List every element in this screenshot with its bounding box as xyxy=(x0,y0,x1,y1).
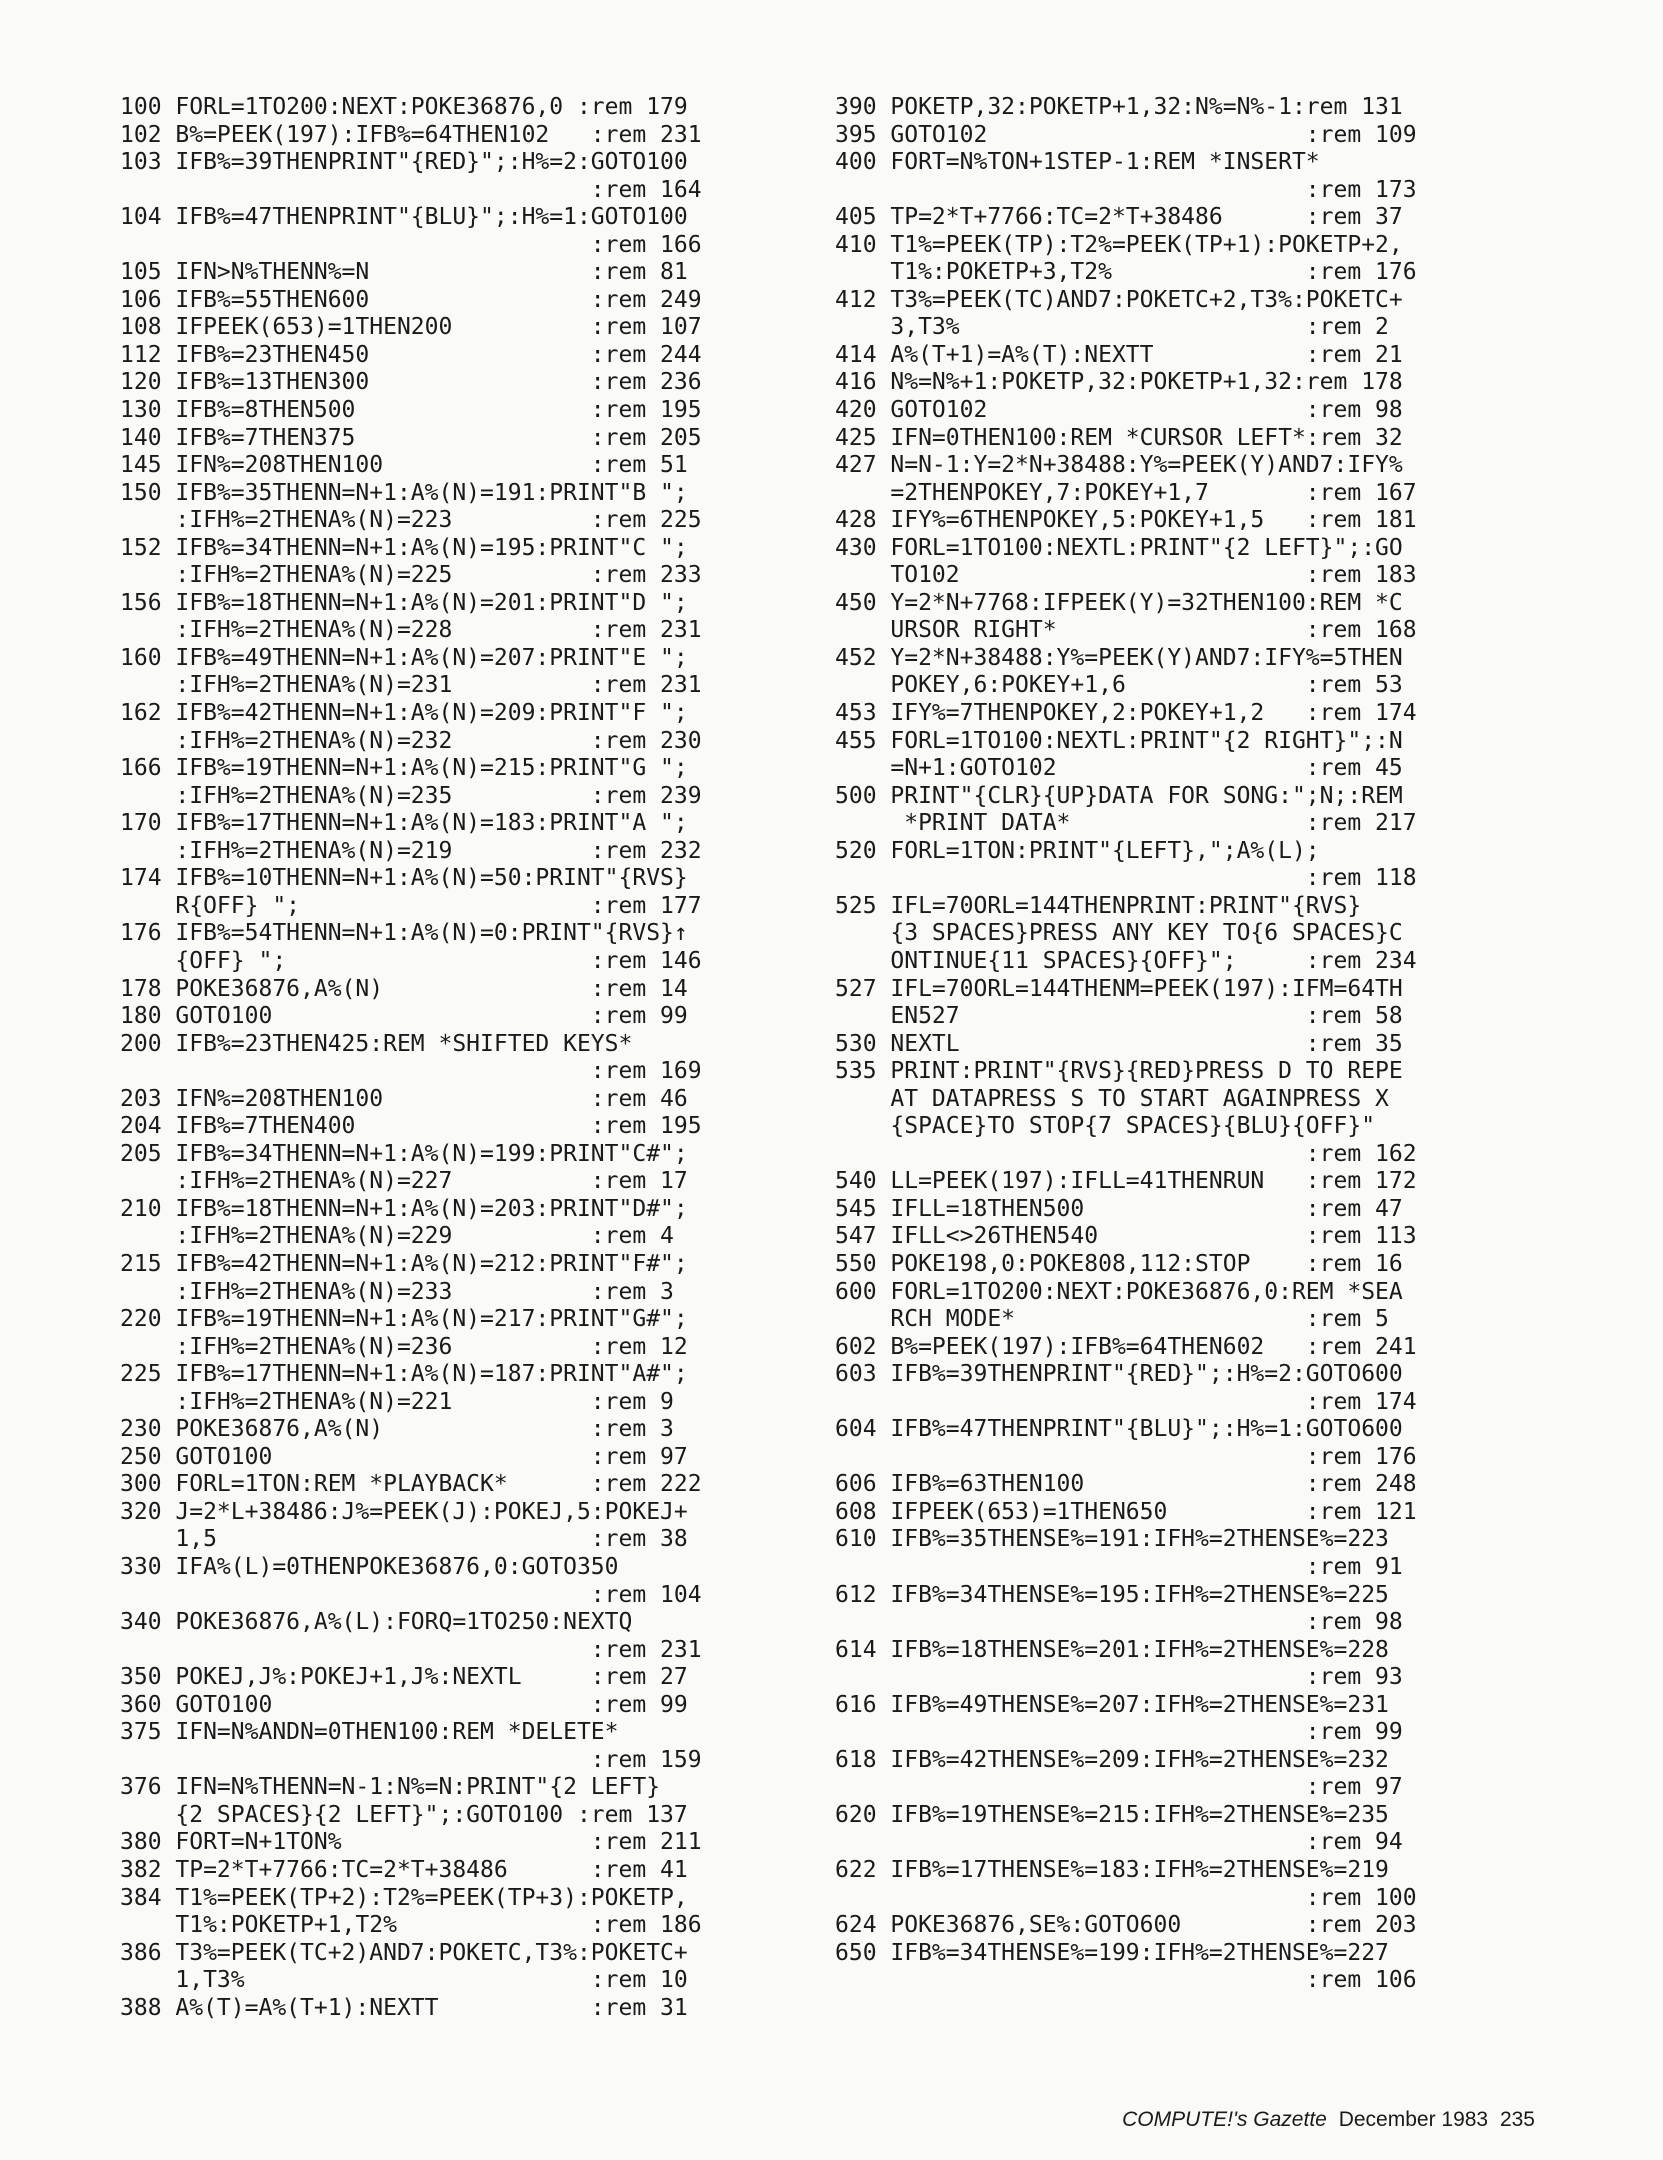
code-line: 103 IFB%=39THENPRINT"{RED}";:H%=2:GOTO100 xyxy=(120,149,688,176)
code-line: 450 Y=2*N+7768:IFPEEK(Y)=32THEN100:REM *C xyxy=(835,589,1403,616)
code-line: AT DATAPRESS S TO START AGAINPRESS X xyxy=(835,1085,1389,1112)
code-line: 527 IFL=70ORL=144THENM=PEEK(197):IFM=64TH xyxy=(835,975,1403,1002)
code-line: 624 POKE36876,SE%:GOTO600 :rem 203 xyxy=(835,1912,1417,1939)
code-line: 452 Y=2*N+38488:Y%=PEEK(Y)AND7:IFY%=5THEN xyxy=(835,644,1403,671)
code-line: 360 GOTO100 :rem 99 xyxy=(120,1691,688,1718)
code-line: 108 IFPEEK(653)=1THEN200 :rem 107 xyxy=(120,314,702,341)
code-line: :IFH%=2THENA%(N)=227 :rem 17 xyxy=(120,1168,688,1195)
code-line: 420 GOTO102 :rem 98 xyxy=(835,397,1403,424)
code-line: 112 IFB%=23THEN450 :rem 244 xyxy=(120,341,702,368)
code-line: :rem 166 xyxy=(120,231,702,258)
code-line: 608 IFPEEK(653)=1THEN650 :rem 121 xyxy=(835,1498,1417,1525)
code-line: :rem 162 xyxy=(835,1140,1417,1167)
code-line: R{OFF} "; :rem 177 xyxy=(120,892,702,919)
code-line: 414 A%(T+1)=A%(T):NEXTT :rem 21 xyxy=(835,341,1403,368)
code-line: 525 IFL=70ORL=144THENPRINT:PRINT"{RVS} xyxy=(835,892,1362,919)
code-line: 540 LL=PEEK(197):IFLL=41THENRUN :rem 172 xyxy=(835,1168,1417,1195)
code-line: 230 POKE36876,A%(N) :rem 3 xyxy=(120,1416,674,1443)
code-line: 547 IFLL<>26THEN540 :rem 113 xyxy=(835,1223,1417,1250)
code-line: 102 B%=PEEK(197):IFB%=64THEN102 :rem 231 xyxy=(120,121,702,148)
code-line: :IFH%=2THENA%(N)=235 :rem 239 xyxy=(120,782,702,809)
code-line: 375 IFN=N%ANDN=0THEN100:REM *DELETE* xyxy=(120,1719,619,1746)
code-line: :IFH%=2THENA%(N)=231 :rem 231 xyxy=(120,672,702,699)
code-line: 3,T3% :rem 2 xyxy=(835,314,1389,341)
code-line: 606 IFB%=63THEN100 :rem 248 xyxy=(835,1471,1417,1498)
code-line: 1,5 :rem 38 xyxy=(120,1526,688,1553)
code-line: :IFH%=2THENA%(N)=221 :rem 9 xyxy=(120,1388,674,1415)
code-line: 612 IFB%=34THENSE%=195:IFH%=2THENSE%=225 xyxy=(835,1581,1389,1608)
code-line: :rem 104 xyxy=(120,1581,702,1608)
code-line: {SPACE}TO STOP{7 SPACES}{BLU}{OFF}" xyxy=(835,1113,1376,1140)
code-line: 380 FORT=N+1TON% :rem 211 xyxy=(120,1829,702,1856)
code-line: 204 IFB%=7THEN400 :rem 195 xyxy=(120,1113,702,1140)
code-line: :IFH%=2THENA%(N)=232 :rem 230 xyxy=(120,727,702,754)
code-line: 205 IFB%=34THENN=N+1:A%(N)=199:PRINT"C#"; xyxy=(120,1140,688,1167)
code-line: 545 IFLL=18THEN500 :rem 47 xyxy=(835,1195,1403,1222)
code-line: :rem 100 xyxy=(835,1884,1417,1911)
code-line: 130 IFB%=8THEN500 :rem 195 xyxy=(120,397,702,424)
code-line: 225 IFB%=17THENN=N+1:A%(N)=187:PRINT"A#"; xyxy=(120,1361,688,1388)
code-line: 180 GOTO100 :rem 99 xyxy=(120,1003,688,1030)
code-line: 145 IFN%=208THEN100 :rem 51 xyxy=(120,452,688,479)
code-line: 535 PRINT:PRINT"{RVS}{RED}PRESS D TO REPE xyxy=(835,1058,1403,1085)
code-line: 427 N=N-1:Y=2*N+38488:Y%=PEEK(Y)AND7:IFY% xyxy=(835,452,1403,479)
code-line: 178 POKE36876,A%(N) :rem 14 xyxy=(120,975,688,1002)
code-line: :IFH%=2THENA%(N)=229 :rem 4 xyxy=(120,1223,674,1250)
code-line: 390 POKETP,32:POKETP+1,32:N%=N%-1:rem 131 xyxy=(835,94,1403,120)
code-line: *PRINT DATA* :rem 217 xyxy=(835,810,1417,837)
code-line: 350 POKEJ,J%:POKEJ+1,J%:NEXTL :rem 27 xyxy=(120,1664,688,1691)
code-line: 453 IFY%=7THENPOKEY,2:POKEY+1,2 :rem 174 xyxy=(835,700,1417,727)
code-line: 395 GOTO102 :rem 109 xyxy=(835,121,1417,148)
code-line: :rem 159 xyxy=(120,1746,702,1773)
code-line: 416 N%=N%+1:POKETP,32:POKETP+1,32:rem 178 xyxy=(835,369,1403,396)
issue-date: December 1983 xyxy=(1338,2108,1489,2131)
code-line: 1,T3% :rem 10 xyxy=(120,1967,688,1994)
code-line: RCH MODE* :rem 5 xyxy=(835,1306,1389,1333)
page-number: 235 xyxy=(1499,2108,1535,2131)
code-line: 162 IFB%=42THENN=N+1:A%(N)=209:PRINT"F "; xyxy=(120,700,688,727)
code-line: :rem 173 xyxy=(835,176,1417,203)
code-line: 620 IFB%=19THENSE%=215:IFH%=2THENSE%=235 xyxy=(835,1801,1389,1828)
code-line: :rem 106 xyxy=(835,1967,1417,1994)
code-line: 152 IFB%=34THENN=N+1:A%(N)=195:PRINT"C "; xyxy=(120,534,688,561)
code-line: URSOR RIGHT* :rem 168 xyxy=(835,617,1417,644)
code-line: 150 IFB%=35THENN=N+1:A%(N)=191:PRINT"B "; xyxy=(120,479,688,506)
code-line: 600 FORL=1TO200:NEXT:POKE36876,0:REM *SEA xyxy=(835,1278,1403,1305)
code-line: 386 T3%=PEEK(TC+2)AND7:POKETC,T3%:POKETC+ xyxy=(120,1939,688,1966)
code-line: :rem 93 xyxy=(835,1664,1403,1691)
code-line: TO102 :rem 183 xyxy=(835,562,1417,589)
code-line: 425 IFN=0THEN100:REM *CURSOR LEFT*:rem 32 xyxy=(835,424,1403,451)
code-line: 250 GOTO100 :rem 97 xyxy=(120,1443,688,1470)
code-line: ONTINUE{11 SPACES}{OFF}"; :rem 234 xyxy=(835,947,1417,974)
code-line: POKEY,6:POKEY+1,6 :rem 53 xyxy=(835,672,1403,699)
code-line: 160 IFB%=49THENN=N+1:A%(N)=207:PRINT"E "; xyxy=(120,644,688,671)
code-line: 200 IFB%=23THEN425:REM *SHIFTED KEYS* xyxy=(120,1030,633,1057)
code-line: 156 IFB%=18THENN=N+1:A%(N)=201:PRINT"D "; xyxy=(120,589,688,616)
code-line: :rem 118 xyxy=(835,865,1417,892)
code-line: 430 FORL=1TO100:NEXTL:PRINT"{2 LEFT}";:GO xyxy=(835,534,1403,561)
code-line: T1%:POKETP+3,T2% :rem 176 xyxy=(835,259,1417,286)
code-line: 340 POKE36876,A%(L):FORQ=1TO250:NEXTQ xyxy=(120,1609,633,1636)
code-line: 400 FORT=N%TON+1STEP-1:REM *INSERT* xyxy=(835,149,1320,176)
code-line: :IFH%=2THENA%(N)=219 :rem 232 xyxy=(120,837,702,864)
publication-name: COMPUTE!'s Gazette xyxy=(1122,2108,1327,2131)
code-line: 210 IFB%=18THENN=N+1:A%(N)=203:PRINT"D#"; xyxy=(120,1195,688,1222)
code-line: 376 IFN=N%THENN=N-1:N%=N:PRINT"{2 LEFT} xyxy=(120,1774,661,1801)
code-line: :rem 176 xyxy=(835,1443,1417,1470)
code-line: 174 IFB%=10THENN=N+1:A%(N)=50:PRINT"{RVS} xyxy=(120,865,688,892)
code-line: :rem 91 xyxy=(835,1553,1403,1580)
code-line: 618 IFB%=42THENSE%=209:IFH%=2THENSE%=232 xyxy=(835,1746,1389,1773)
code-line: {3 SPACES}PRESS ANY KEY TO{6 SPACES}C xyxy=(835,920,1403,947)
code-line: 622 IFB%=17THENSE%=183:IFH%=2THENSE%=219 xyxy=(835,1857,1389,1883)
code-line: 100 FORL=1TO200:NEXT:POKE36876,0 :rem 179 xyxy=(120,94,688,120)
code-line: 166 IFB%=19THENN=N+1:A%(N)=215:PRINT"G "; xyxy=(120,755,688,782)
code-line: :rem 169 xyxy=(120,1058,702,1085)
code-line: 170 IFB%=17THENN=N+1:A%(N)=183:PRINT"A "; xyxy=(120,810,688,837)
code-line: {2 SPACES}{2 LEFT}";:GOTO100 :rem 137 xyxy=(120,1801,688,1828)
code-line: :rem 94 xyxy=(835,1829,1403,1856)
code-line: 384 T1%=PEEK(TP+2):T2%=PEEK(TP+3):POKETP, xyxy=(120,1884,688,1911)
code-line: 176 IFB%=54THENN=N+1:A%(N)=0:PRINT"{RVS}↑ xyxy=(120,920,688,947)
page-footer xyxy=(1116,2108,1535,2132)
code-line: 650 IFB%=34THENSE%=199:IFH%=2THENSE%=227 xyxy=(835,1939,1389,1966)
code-line: 530 NEXTL :rem 35 xyxy=(835,1030,1403,1057)
code-line: 105 IFN>N%THENN%=N :rem 81 xyxy=(120,259,688,286)
code-line: :IFH%=2THENA%(N)=233 :rem 3 xyxy=(120,1278,674,1305)
listing-left-column xyxy=(120,94,702,2022)
code-line: :IFH%=2THENA%(N)=223 :rem 225 xyxy=(120,507,702,534)
code-line: 300 FORL=1TON:REM *PLAYBACK* :rem 222 xyxy=(120,1471,702,1498)
code-line: 410 T1%=PEEK(TP):T2%=PEEK(TP+1):POKETP+2, xyxy=(835,231,1403,258)
code-line: 120 IFB%=13THEN300 :rem 236 xyxy=(120,369,702,396)
code-line: :rem 174 xyxy=(835,1388,1417,1415)
code-line: 428 IFY%=6THENPOKEY,5:POKEY+1,5 :rem 181 xyxy=(835,507,1417,534)
code-line: :rem 164 xyxy=(120,176,702,203)
code-line: 106 IFB%=55THEN600 :rem 249 xyxy=(120,286,702,313)
code-line: 604 IFB%=47THENPRINT"{BLU}";:H%=1:GOTO600 xyxy=(835,1416,1403,1443)
code-line: =N+1:GOTO102 :rem 45 xyxy=(835,755,1403,782)
code-line: 220 IFB%=19THENN=N+1:A%(N)=217:PRINT"G#"; xyxy=(120,1306,688,1333)
listing-right-column xyxy=(835,94,1417,1995)
code-line: 610 IFB%=35THENSE%=191:IFH%=2THENSE%=223 xyxy=(835,1526,1389,1553)
code-line: 520 FORL=1TON:PRINT"{LEFT},";A%(L); xyxy=(835,837,1320,864)
code-line: 382 TP=2*T+7766:TC=2*T+38486 :rem 41 xyxy=(120,1857,688,1883)
code-line: 602 B%=PEEK(197):IFB%=64THEN602 :rem 241 xyxy=(835,1333,1417,1360)
code-line: 104 IFB%=47THENPRINT"{BLU}";:H%=1:GOTO100 xyxy=(120,204,688,231)
code-line: :IFH%=2THENA%(N)=225 :rem 233 xyxy=(120,562,702,589)
code-line: 412 T3%=PEEK(TC)AND7:POKETC+2,T3%:POKETC+ xyxy=(835,286,1403,313)
code-line: 405 TP=2*T+7766:TC=2*T+38486 :rem 37 xyxy=(835,204,1403,231)
code-line: {OFF} "; :rem 146 xyxy=(120,947,702,974)
code-line: T1%:POKETP+1,T2% :rem 186 xyxy=(120,1912,702,1939)
code-line: :rem 231 xyxy=(120,1636,702,1663)
code-line: 455 FORL=1TO100:NEXTL:PRINT"{2 RIGHT}";:N xyxy=(835,727,1403,754)
code-line: 388 A%(T)=A%(T+1):NEXTT :rem 31 xyxy=(120,1994,688,2021)
code-line: 616 IFB%=49THENSE%=207:IFH%=2THENSE%=231 xyxy=(835,1691,1389,1718)
code-line: 215 IFB%=42THENN=N+1:A%(N)=212:PRINT"F#"; xyxy=(120,1250,688,1277)
code-line: 330 IFA%(L)=0THENPOKE36876,0:GOTO350 xyxy=(120,1553,619,1580)
code-line: 203 IFN%=208THEN100 :rem 46 xyxy=(120,1085,688,1112)
code-line: :rem 97 xyxy=(835,1774,1403,1801)
code-line: :IFH%=2THENA%(N)=228 :rem 231 xyxy=(120,617,702,644)
code-line: 550 POKE198,0:POKE808,112:STOP :rem 16 xyxy=(835,1250,1403,1277)
code-line: 320 J=2*L+38486:J%=PEEK(J):POKEJ,5:POKEJ+ xyxy=(120,1498,688,1525)
code-line: 614 IFB%=18THENSE%=201:IFH%=2THENSE%=228 xyxy=(835,1636,1389,1663)
code-line: :IFH%=2THENA%(N)=236 :rem 12 xyxy=(120,1333,688,1360)
code-line: 500 PRINT"{CLR}{UP}DATA FOR SONG:";N;:REM xyxy=(835,782,1403,809)
code-line: 140 IFB%=7THEN375 :rem 205 xyxy=(120,424,702,451)
code-line: EN527 :rem 58 xyxy=(835,1003,1403,1030)
code-line: :rem 98 xyxy=(835,1609,1403,1636)
code-line: 603 IFB%=39THENPRINT"{RED}";:H%=2:GOTO600 xyxy=(835,1361,1403,1388)
code-line: =2THENPOKEY,7:POKEY+1,7 :rem 167 xyxy=(835,479,1417,506)
code-line: :rem 99 xyxy=(835,1719,1403,1746)
